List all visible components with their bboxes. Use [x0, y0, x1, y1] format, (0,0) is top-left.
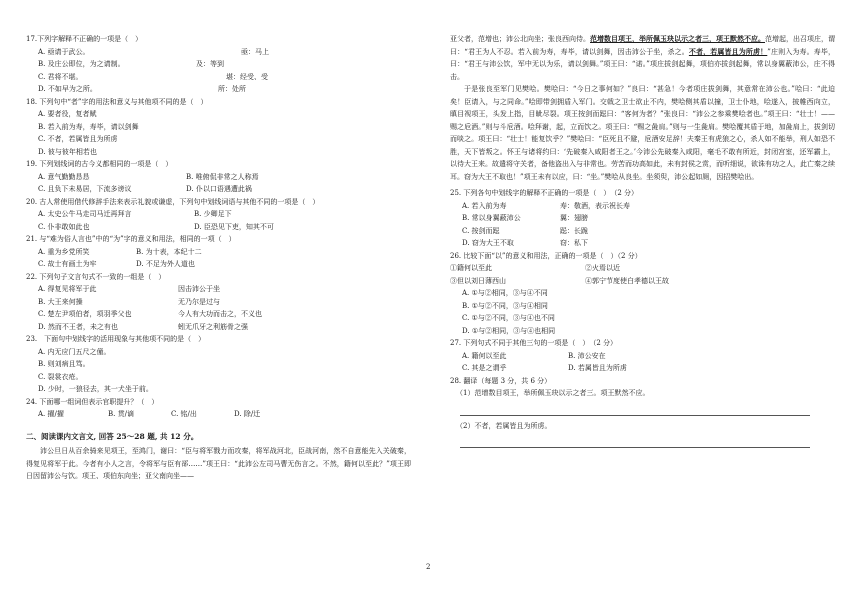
- passage-right-part1: 亚父者，范增也；沛公北向坐；张良西向侍。范增数目项王，举所佩玉玦以示之者三，项王默然不应。范增起，出召项庄，谓曰：“君王为人不忍。若入前为寿，寿毕，请以剑舞，因击沛公于坐，杀之。不者，若属皆且为所虏！”庄则入为寿。寿毕，曰：“君王与沛公饮，军中无以为乐，请以剑舞。”项王曰：“诺。”项庄拔剑起舞，项伯亦拔剑起舞，常以身翼蔽沛公，庄不得击。: [450, 34, 835, 81]
- question-25-option-c: C. 按剑而跽 跽：长跪: [462, 226, 588, 235]
- question-26-option-c: C. ①与②不同，③与④也不同: [462, 314, 555, 322]
- question-17-option-c: C. 君将不堪。 堪：经受、受: [38, 72, 268, 81]
- question-27-stem: 27. 下列句式不同于其他三句的一项是（ ） （2 分）: [450, 339, 618, 347]
- question-28-sentence-2: （2）不者，若属皆且为所虏。: [456, 421, 552, 430]
- answer-line-2[interactable]: [460, 436, 810, 448]
- question-17-option-a: A. 亟请于武公。 亟：马上: [38, 47, 269, 56]
- question-22-stem: 22. 下列句子文言句式不一致的一组是（ ）: [26, 272, 166, 281]
- question-23-option-a: A. 内无应门五尺之僮。: [38, 347, 111, 356]
- question-28-sentence-1: （1）范增数目项王，举所佩玉玦以示之者三。项王默然不应。: [456, 389, 650, 397]
- question-21-options-cd: C. 故士有画土为牢 D. 不足为外人道也: [38, 260, 195, 268]
- question-26-items-34: ③但以刘日薄西山 ④郭宁节度使白孝德以王故: [450, 276, 669, 285]
- question-26-option-b: B. ①与②不同，③与④相同: [462, 301, 548, 310]
- question-24-options: A. 擢/擢 B. 贯/谪 C. 铭/出 D. 除/迁: [38, 410, 261, 418]
- question-26-option-a: A. ①与②相同，③与④不同: [462, 289, 548, 297]
- question-20-options-cd: C. 仆非敢如此也 D. 臣恐见下吏，知其不可: [38, 222, 274, 231]
- question-18-stem: 18. 下列句中“者”字的用法和意义与其他项不同的是（ ）: [26, 97, 208, 106]
- question-18-option-d: D. 彼与彼年相若也: [38, 147, 97, 156]
- question-17-stem: 17.下列字解释不正确的一项是（ ）: [26, 35, 143, 43]
- question-23-option-d: D. 少时，一狼径去，其一犬坐于前。: [38, 385, 153, 393]
- question-25-option-a: A. 若入前为寿 寿：敬酒，表示祝长寿: [462, 201, 630, 210]
- question-17-option-b: B. 及庄公即位，为之请制。 及：等到: [38, 60, 224, 68]
- question-18-option-c: C. 不者，若属皆且为所虏: [38, 135, 118, 143]
- question-26-items-12: ①籍何以至此 ②火焉以近: [450, 264, 620, 272]
- question-23-option-c: C. 裂裳衣疮。: [38, 372, 83, 381]
- question-25-stem: 25. 下列各句中划线字的解释不正确的一项是（ ） （2 分）: [450, 189, 639, 197]
- question-23-stem: 23. 下面句中划线字的活用现象与其他项不同的是（ ）: [26, 335, 206, 343]
- question-18-option-b: B. 若入前为寿，寿毕，请以剑舞: [38, 122, 139, 131]
- page-number: 2: [426, 563, 431, 571]
- question-20-options-ab: A. 太史公牛马走司马迁再拜言 B. 少卿足下: [38, 210, 232, 218]
- question-28-stem: 28. 翻译（每题 3 分，共 6 分）: [450, 376, 552, 385]
- question-22-option-c: C. 楚左尹项伯者，项羽季父也 今人有大功而击之，不义也: [38, 310, 262, 318]
- question-17-option-d: D. 不如早为之所。 所：处所: [38, 85, 246, 93]
- question-26-stem: 26. 比较下面“以”的意义和用法，正确的一项是（ ）（2 分）: [450, 251, 642, 260]
- question-22-option-a: A. 得复见将军于此 因击沛公于坐: [38, 285, 220, 293]
- question-21-stem: 21. 与“难为俗人言也”中的“为”字的意义和用法，相同的一项（ ）: [26, 235, 236, 243]
- section-2-heading: 二、阅读课内文言文, 回答 25～28 题, 共 12 分。: [26, 431, 199, 441]
- question-18-option-a: A. 要者役，复者赋: [38, 110, 97, 118]
- question-25-option-b: B. 常以身翼蔽沛公 翼：翅膀: [462, 214, 588, 222]
- question-27-options-cd: C. 其是之谓乎 D. 若属皆且为所虏: [462, 364, 627, 372]
- passage-right-part2: 于是张良至军门见樊哙。樊哙曰：“今日之事何如？”良曰：“甚急！今者项庄拔剑舞，其意常在沛公也。”哙曰：“此迫矣！臣请入，与之同命。”哙即带剑拥盾入军门。交戟之卫士欲止不内，樊哙侧其盾以撞，卫士仆地，哙遂入，披帷西向立，瞋目视项王，头发上指，目眦尽裂。项王按剑而跽曰：“客何为者？”张良曰：“沛公之参乘樊哙者也。”项王曰：“壮士！——赐之卮酒。”则与斗卮酒。哙拜谢，起，立而饮之。项王曰：“赐之彘肩。”则与一生彘肩。樊哙覆其盾于地，加彘肩上，拔剑切而啖之。项王曰：“壮士！能复饮乎？”樊哙曰：“臣死且不避，卮酒安足辞！夫秦王有虎狼之心，杀人如不能举，刑人如恐不胜，天下皆叛之。怀王与诸将约曰：‘先破秦入咸阳者王之。’今沛公先破秦入咸阳，毫毛不敢有所近，封闭宫室，还军霸上，以待大王来。故遣将守关者，备他盗出入与非常也。劳苦而功高如此，未有封侯之赏，而听细说，欲诛有功之人，此亡秦之续耳。窃为大王不取也！”项王未有以应，曰：“坐。”樊哙从良坐。坐须臾，沛公起如厕，因招樊哙出。: [450, 85, 835, 181]
- question-19-stem: 19. 下列划线词的古今义都相同的一项是（ ）: [26, 160, 173, 168]
- question-24-stem: 24. 下面哪一组词但表示官职提升？（ ）: [26, 397, 159, 406]
- question-19-options-cd: C. 且负下未易居，下流多谤议 D. 仆以口语遇遭此祸: [38, 185, 252, 193]
- question-19-options-ab: A. 意气勤勤恳恳 B. 唯俯侃非常之人称焉: [38, 172, 259, 181]
- left-column: [26, 33, 411, 483]
- question-22-option-b: B. 大王来何操 无乃尔是过与: [38, 297, 220, 306]
- question-22-option-d: D. 然而不王者，未之有也 蚓无爪牙之利筋骨之强: [38, 322, 248, 331]
- answer-line-1[interactable]: [460, 404, 810, 416]
- question-21-options-ab: A. 重为乡党所笑 B. 为十表，本纪十二: [38, 247, 202, 256]
- question-26-option-d: D. ①与②相同，③与④也相同: [462, 326, 556, 335]
- right-column: [450, 33, 835, 452]
- question-23-option-b: B. 则刘病且笃。: [38, 360, 90, 368]
- question-27-options-ab: A. 籍何以至此 B. 沛公安在: [462, 351, 606, 360]
- passage-left: 沛公旦日从百余骑来见项王，至鸿门，谢曰：“臣与将军戮力而攻秦，将军战河北，臣战河南，然不自意能先入关破秦，得复见将军于此。今者有小人之言，令将军与臣有郤……”项王曰：“此沛公左司马曹无伤言之。不然，籍何以至此？”项王即日因留沛公与饮。项王、项伯东向坐；亚父南向坐——: [26, 447, 411, 480]
- question-20-stem: 20. 古人常使用借代修辞手法来表示礼貌或谦虚，下列句中划线词语与其他不同的一项是（ ）: [26, 197, 320, 206]
- question-25-option-d: D. 窃为大王不取 窃：私下: [462, 239, 588, 247]
